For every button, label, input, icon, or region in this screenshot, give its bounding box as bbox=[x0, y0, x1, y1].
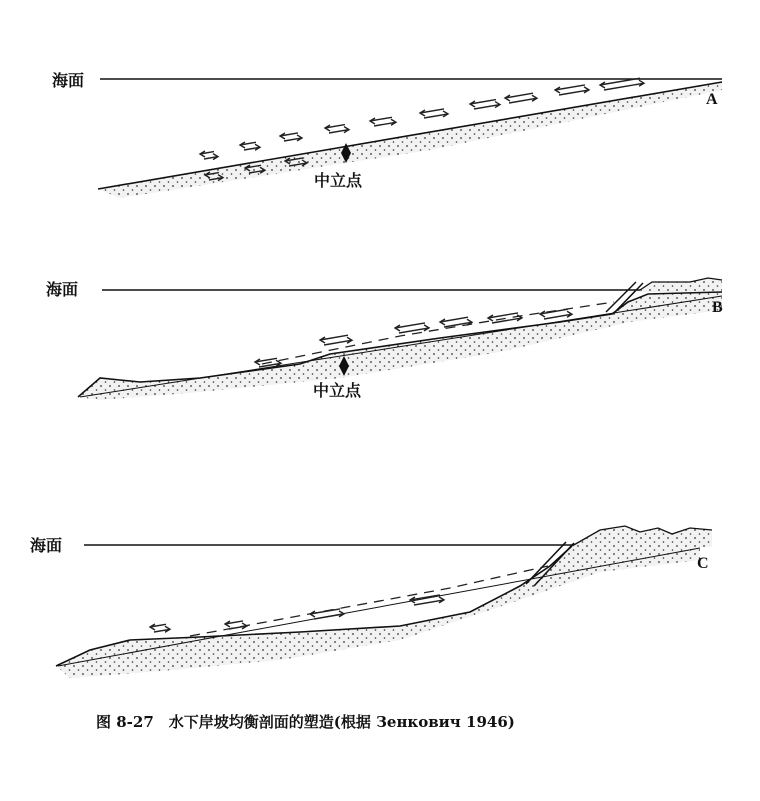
beach-ridge-dots-c bbox=[572, 526, 712, 547]
flow-arrow bbox=[154, 626, 170, 632]
panel-b bbox=[46, 278, 723, 400]
flow-arrow bbox=[229, 623, 247, 629]
sea-surface-label-b: 海面 bbox=[46, 280, 79, 299]
sediment-dots-b bbox=[78, 292, 722, 400]
initial-slope-line-c bbox=[58, 548, 700, 666]
panel-letter-a: A bbox=[706, 91, 718, 108]
flow-arrow bbox=[280, 133, 298, 139]
sea-surface-label-c: 海面 bbox=[30, 536, 63, 555]
panel-letter-c: C bbox=[697, 555, 709, 572]
flow-arrow bbox=[244, 144, 260, 150]
flow-arrow bbox=[240, 142, 256, 148]
flow-arrow bbox=[150, 624, 166, 630]
seabed-line-a bbox=[98, 82, 722, 189]
initial-slope-line-b bbox=[80, 296, 722, 397]
panel-a bbox=[52, 71, 722, 198]
sediment-dots-a bbox=[98, 82, 722, 198]
flow-arrow bbox=[329, 127, 349, 133]
neutral-point-label-a: 中立点 bbox=[314, 171, 363, 190]
flow-arrow bbox=[204, 154, 218, 160]
panel-c bbox=[30, 526, 712, 678]
figure-caption: 图 8-27 水下岸坡均衡剖面的塑造(根据 Зенкович 1946) bbox=[96, 713, 515, 731]
berm-dots-b bbox=[640, 278, 722, 292]
flow-arrow bbox=[284, 135, 302, 141]
neutral-point-label-b: 中立点 bbox=[313, 381, 362, 400]
panel-letter-b: B bbox=[712, 299, 723, 316]
sea-surface-label-a: 海面 bbox=[52, 71, 85, 90]
flow-arrow bbox=[200, 151, 214, 157]
flow-arrow bbox=[604, 80, 644, 90]
flow-arrow bbox=[325, 125, 345, 131]
